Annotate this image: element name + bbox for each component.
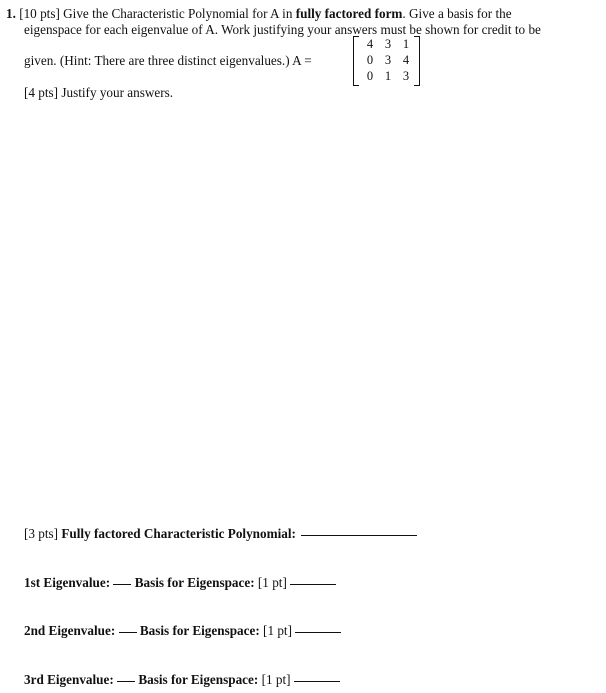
matrix-cell: 4 [366,37,374,51]
polynomial-points: [3 pts] [24,526,59,541]
matrix-cell: 3 [384,53,392,67]
matrix-row-1 [363,37,413,52]
basis-1-points: [1 pt] [257,575,287,590]
basis-1-blank[interactable] [290,583,336,585]
basis-2-points: [1 pt] [263,623,292,638]
problem-line-3: given. (Hint: There are three distinct eigenvalues.) A = [24,53,312,68]
basis-3-label: Basis for Eigenspace: [138,672,259,687]
matrix-cell: 1 [384,69,392,83]
eigenvalue-2-blank[interactable] [119,631,137,633]
eigenvalue-2-label: 2nd Eigenvalue: [24,623,116,638]
matrix-cell: 0 [366,69,374,83]
eigenvalue-2-row [24,623,341,639]
justify-instruction: [4 pts] Justify your answers. [24,85,174,100]
matrix-cell: 3 [402,69,410,83]
eigenvalue-1-blank[interactable] [113,583,131,585]
polynomial-answer-row [24,526,417,542]
eigenvalue-3-row [24,672,340,688]
problem-line-1 [6,6,512,22]
matrix-cell: 3 [384,37,392,51]
eigenvalue-3-blank[interactable] [117,680,135,682]
basis-2-label: Basis for Eigenspace: [139,623,260,638]
matrix-row-2 [363,53,413,68]
basis-2-blank[interactable] [295,631,341,633]
matrix-cell: 0 [366,53,374,67]
problem-line-2: eigenspace for each eigenvalue of A. Work justifying your answers must be shown for credit to be [24,22,541,37]
basis-3-blank[interactable] [294,680,340,682]
problem-intro-tail: . Give a basis for the [402,6,512,21]
eigenvalue-1-row [24,575,336,591]
polynomial-label: Fully factored Characteristic Polynomial: [61,526,296,541]
fully-factored-emphasis: fully factored form [295,6,403,21]
matrix-row-3 [363,69,413,84]
matrix-cell: 4 [402,53,410,67]
matrix-right-bracket [414,36,420,86]
matrix-a [353,36,420,86]
matrix-cell: 1 [402,37,410,51]
problem-number: 1. [6,6,16,21]
polynomial-answer-blank[interactable] [301,534,417,536]
basis-3-points: [1 pt] [261,672,291,687]
eigenvalue-1-label: 1st Eigenvalue: [24,575,111,590]
eigenvalue-3-label: 3rd Eigenvalue: [24,672,114,687]
basis-1-label: Basis for Eigenspace: [134,575,255,590]
matrix-left-bracket [353,36,359,86]
problem-intro: [10 pts] Give the Characteristic Polynomial for A in [19,6,296,21]
